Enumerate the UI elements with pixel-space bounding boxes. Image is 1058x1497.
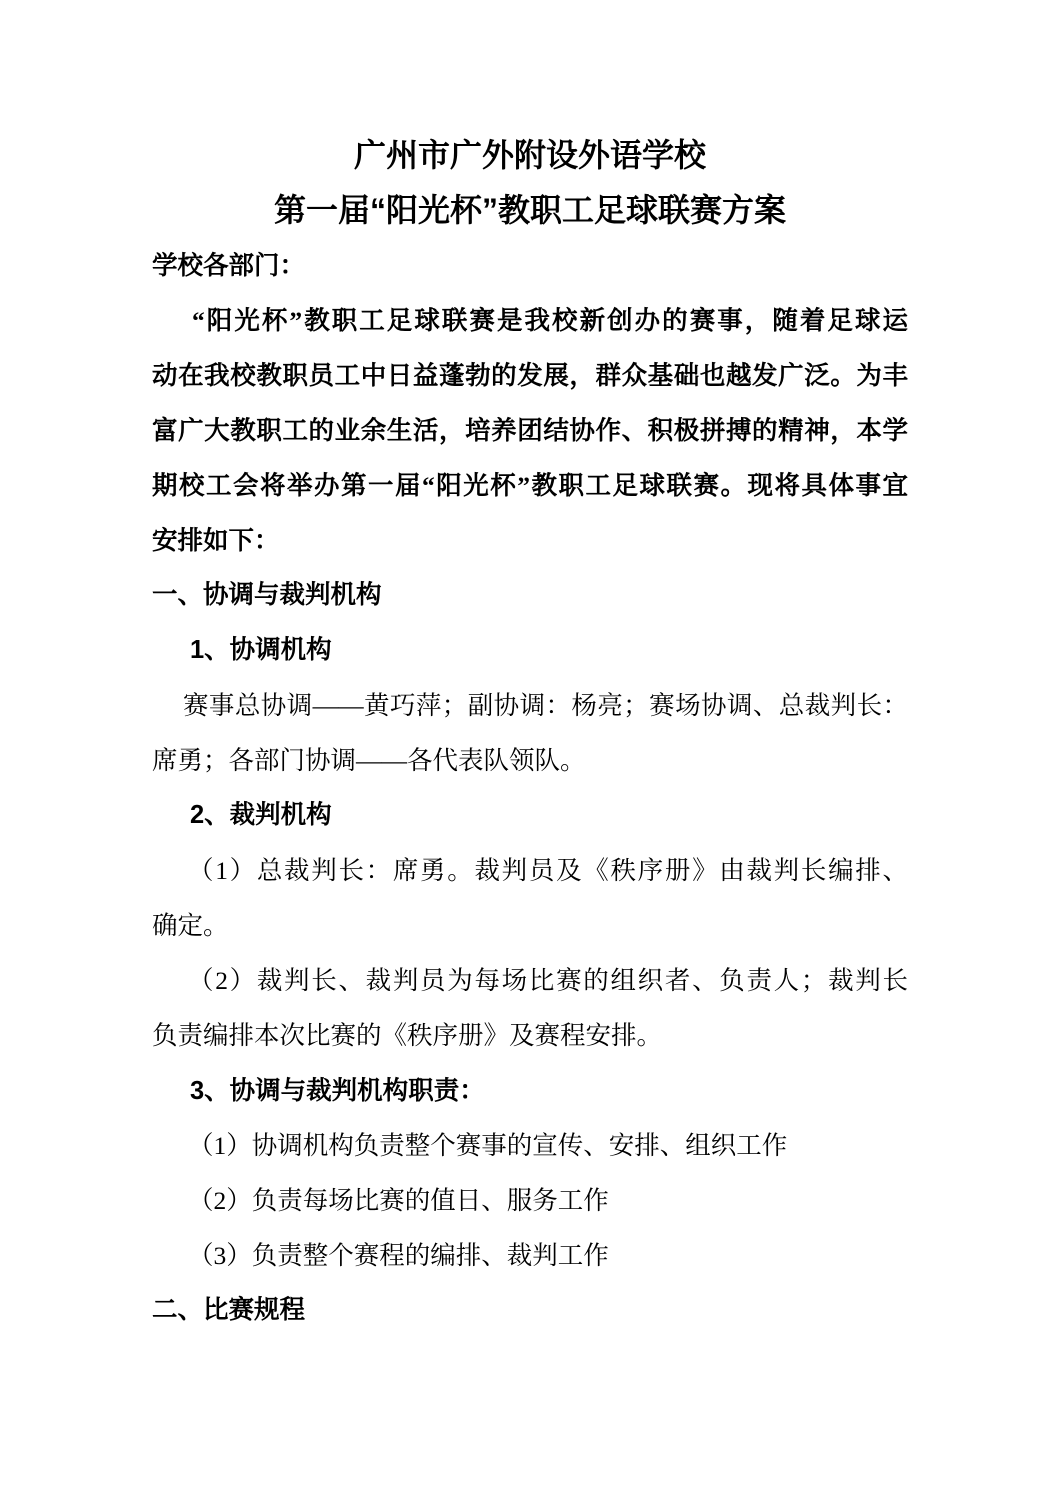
intro-paragraph [152,293,908,568]
intro-line-2: 动在我校教职员工中日益蓬勃的发展，群众基础也越发广泛。为丰 [152,361,908,390]
referee-paragraph-1 [152,843,908,953]
doc-title-line-2: 第一届“阳光杯”教职工足球联赛方案 [273,192,786,228]
salutation: 学校各部门： [152,251,306,280]
sub3-heading-rest: 职责： [408,1076,485,1105]
referee1-line-1: （1）总裁判长：席勇。裁判员及《秩序册》由裁判长编排、 [188,856,908,885]
coordination-line-2: 席勇；各部门协调——各代表队领队。 [152,746,586,775]
section2-heading: 二、比赛规程 [152,1296,306,1324]
section1-heading: 一、协调与裁判机构 [152,581,382,609]
sub3-heading [190,1063,908,1118]
intro-line-5: 安排如下： [152,526,280,555]
referee2-line-1: （2）裁判长、裁判员为每场比赛的组织者、负责人；裁判长 [188,966,908,995]
intro-line-3: 富广大教职工的业余生活，培养团结协作、积极拼搏的精神，本学 [152,416,908,445]
sub2-heading: 2、裁判机构 [190,801,332,829]
duty-item-2: （2）负责每场比赛的值日、服务工作 [188,1186,609,1215]
doc-title-line-1: 广州市广外附设外语学校 [353,137,706,173]
intro-line-4: 期校工会将举办第一届“阳光杯”教职工足球联赛。现将具体事宜 [152,471,908,500]
referee2-line-2: 负责编排本次比赛的《秩序册》及赛程安排。 [152,1021,663,1050]
sub3-heading-bold: 3、协调与裁判机构 [190,1077,409,1105]
coordination-paragraph [152,678,908,788]
referee-paragraph-2 [152,953,908,1063]
duty-item-3: （3）负责整个赛程的编排、裁判工作 [188,1241,609,1270]
duty-item-1: （1）协调机构负责整个赛事的宣传、安排、组织工作 [188,1131,788,1160]
intro-line-1: “阳光杯”教职工足球联赛是我校新创办的赛事，随着足球运 [192,306,908,335]
sub1-heading: 1、协调机构 [190,636,332,664]
referee1-line-2: 确定。 [152,911,229,940]
coordination-line-1: 赛事总协调——黄巧萍；副协调：杨亮；赛场协调、总裁判长： [183,691,908,720]
